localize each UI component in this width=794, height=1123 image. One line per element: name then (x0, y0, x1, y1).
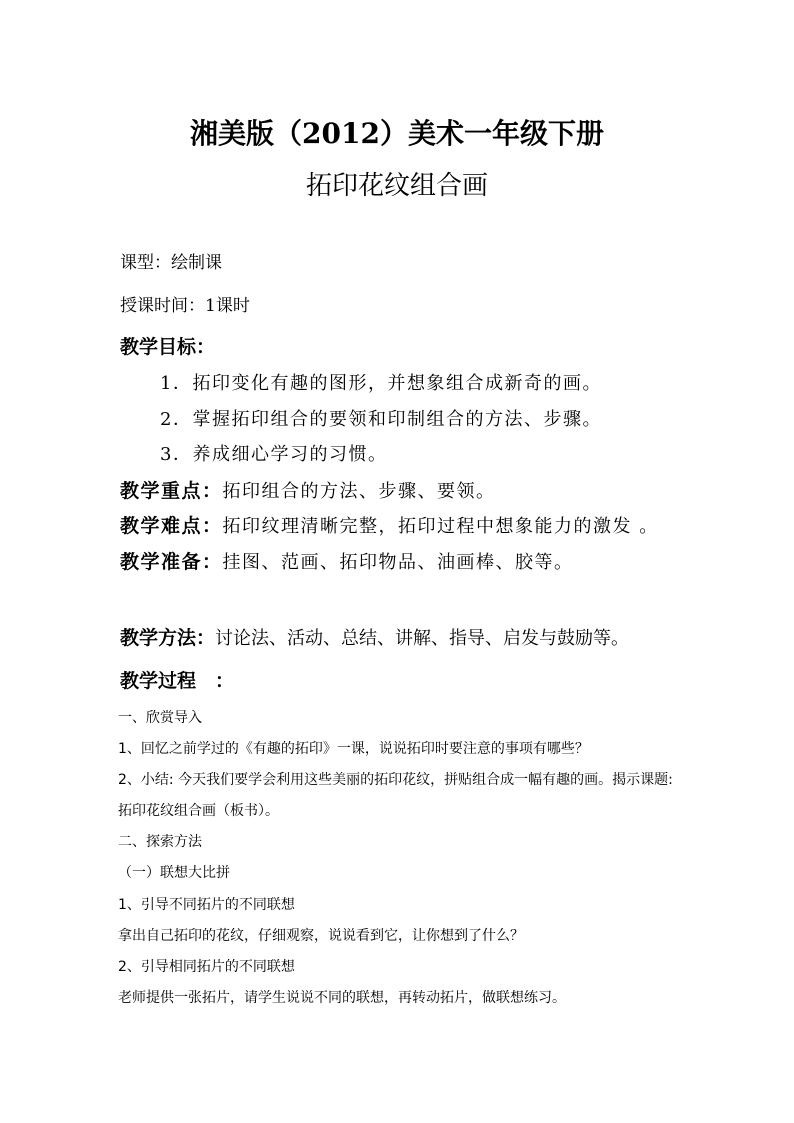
lesson-time: 授课时间：1课时 (120, 296, 250, 316)
methods (120, 627, 629, 650)
lesson-type: 课型：绘制课 (120, 253, 222, 273)
preparation-text: 挂图、范画、拓印物品、油画棒、胶等。 (222, 552, 574, 573)
key-points-label: 教学重点： (120, 480, 223, 502)
process-line-7: 1、引导不同拓片的不同联想 (118, 897, 295, 913)
preparation-label: 教学准备： (120, 551, 223, 573)
process-line-4: 拓印花纹组合画（板书）。 (118, 803, 279, 819)
process-line-3: 2、小结: 今天我们要学会利用这些美丽的拓印花纹，拼贴组合成一幅有趣的画。揭示课题: (118, 772, 673, 788)
objective-item-3: 3．养成细心学习的习惯。 (160, 444, 388, 465)
process-heading: 教学过程 ： (120, 670, 235, 692)
objective-item-2: 2．掌握拓印组合的要领和印制组合的方法、步骤。 (160, 409, 602, 430)
difficulties-text: 拓印纹理清晰完整，拓印过程中想象能力的激发 。 (222, 516, 659, 537)
preparation (120, 551, 574, 574)
lesson-title: 拓印花纹组合画 (305, 171, 488, 201)
methods-label: 教学方法： (120, 627, 216, 649)
objective-item-1: 1．拓印变化有趣的图形，并想象组合成新奇的画。 (160, 373, 602, 394)
process-line-1: 一、欣赏导入 (118, 710, 202, 726)
process-line-8: 拿出自己拓印的花纹，仔细观察，说说看到它，让你想到了什么？ (118, 928, 524, 944)
difficulties (120, 515, 659, 538)
process-line-6: （一）联想大比拼 (118, 865, 230, 881)
process-line-5: 二、探索方法 (118, 834, 202, 850)
difficulties-label: 教学难点： (120, 515, 223, 537)
process-line-2: 1、回忆之前学过的《有趣的拓印》一课，说说拓印时要注意的事项有哪些？ (118, 741, 589, 757)
process-line-9: 2、引导相同拓片的不同联想 (118, 959, 295, 975)
process-line-10: 老师提供一张拓片，请学生说说不同的联想，再转动拓片，做联想练习。 (118, 990, 566, 1006)
objectives-heading: 教学目标： (120, 336, 216, 358)
key-points (120, 480, 496, 503)
key-points-text: 拓印组合的方法、步骤、要领。 (222, 481, 496, 502)
methods-text: 讨论法、活动、总结、讲解、指导、启发与鼓励等。 (215, 628, 630, 649)
document-title: 湘美版（2012）美术一年级下册 (190, 117, 604, 150)
